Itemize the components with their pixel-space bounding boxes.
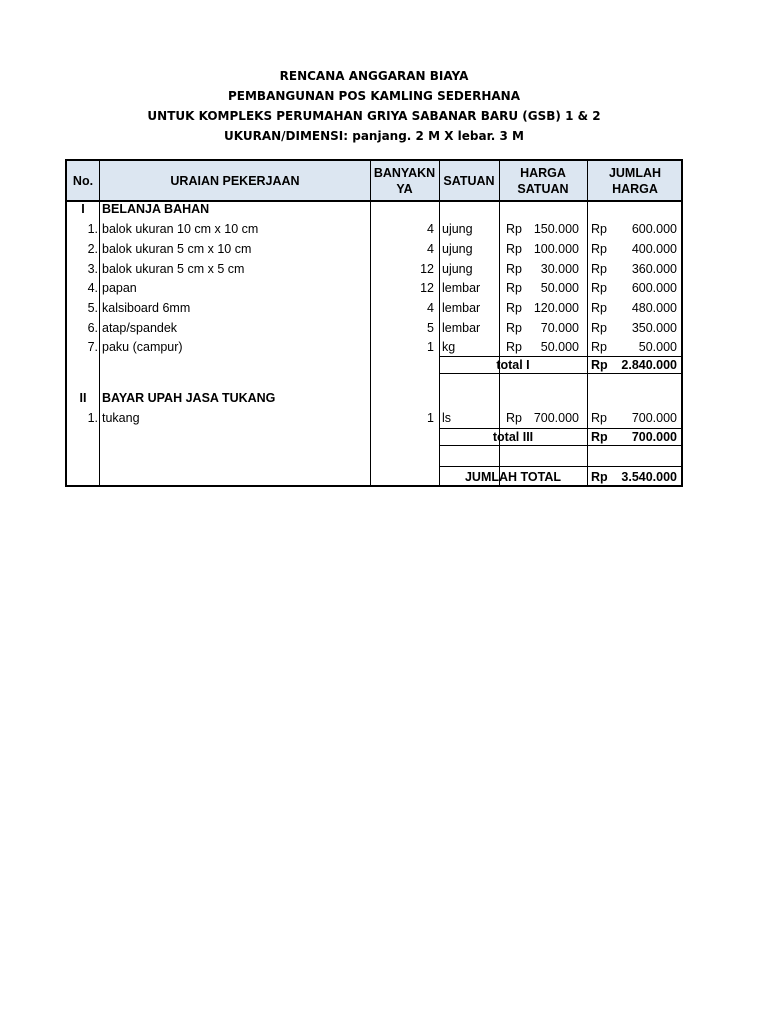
document-title-block [0,66,748,146]
row-total-currency: Rp [591,242,607,256]
row-price: 50.000 [540,340,579,354]
title-line-1: RENCANA ANGGARAN BIAYA [279,69,469,83]
row-price-currency: Rp [506,340,522,354]
row-qty: 4 [427,242,434,256]
row-no: 7. [87,340,98,354]
subtotal1-label: total I [496,358,530,372]
row-qty: 12 [420,262,434,276]
subtotal3-currency: Rp [591,430,608,444]
title-line-3: UNTUK KOMPLEKS PERUMAHAN GRIYA SABANAR BARU (GSB) 1 & 2 [147,109,601,123]
row-no: 1. [87,411,98,425]
row-no: 6. [87,321,98,335]
row-price: 50.000 [540,281,579,295]
header-banyak-2: YA [396,182,413,196]
row-unit: ls [442,411,452,425]
row-total-currency: Rp [591,340,607,354]
row-no: 4. [87,281,98,295]
budget-table [65,159,683,487]
row-desc: papan [102,281,137,295]
row-price-currency: Rp [506,262,522,276]
row-desc: balok ukuran 10 cm x 10 cm [102,222,259,236]
row-price: 120.000 [533,301,579,315]
row-unit: lembar [442,301,481,315]
row-total-currency: Rp [591,281,607,295]
grand-total-label: JUMLAH TOTAL [464,470,562,484]
row-desc: balok ukuran 5 cm x 5 cm [102,262,245,276]
row-price-currency: Rp [506,222,522,236]
grand-total-value: 3.540.000 [621,470,677,484]
row-qty: 1 [427,411,434,425]
section2-title: BAYAR UPAH JASA TUKANG [102,391,276,405]
row-total: 400.000 [631,242,677,256]
header-satuan: SATUAN [443,174,495,188]
row-unit: ujung [442,222,473,236]
row-qty: 1 [427,340,434,354]
row-price: 70.000 [540,321,579,335]
row-total-currency: Rp [591,321,607,335]
row-total: 600.000 [631,281,677,295]
row-price: 700.000 [533,411,579,425]
row-unit: lembar [442,281,481,295]
row-price: 150.000 [533,222,579,236]
row-desc: tukang [102,411,140,425]
row-no: 5. [87,301,98,315]
row-price-currency: Rp [506,411,522,425]
section2-no: II [79,391,87,405]
header-harga-1: HARGA [520,166,566,180]
header-banyak-1: BANYAKN [373,166,436,180]
row-price: 100.000 [533,242,579,256]
subtotal1-currency: Rp [591,358,608,372]
row-total: 480.000 [631,301,677,315]
row-price: 30.000 [540,262,579,276]
row-no: 3. [87,262,98,276]
row-qty: 5 [427,321,434,335]
header-jumlah-1: JUMLAH [608,166,662,180]
row-total-currency: Rp [591,411,607,425]
line-below-total3 [439,445,683,446]
row-total-currency: Rp [591,301,607,315]
section1-title: BELANJA BAHAN [102,202,210,216]
row-total-currency: Rp [591,222,607,236]
row-qty: 4 [427,222,434,236]
row-total: 350.000 [631,321,677,335]
row-price-currency: Rp [506,301,522,315]
row-no: 2. [87,242,98,256]
row-desc: balok ukuran 5 cm x 10 cm [102,242,252,256]
header-jumlah-2: HARGA [612,182,658,196]
row-qty: 4 [427,301,434,315]
row-unit: ujung [442,242,473,256]
header-no: No. [72,174,94,188]
row-price-currency: Rp [506,321,522,335]
col-divider-harga [587,161,588,485]
header-harga-2: SATUAN [517,182,569,196]
col-divider-no [99,161,100,485]
row-unit: kg [442,340,456,354]
row-price-currency: Rp [506,281,522,295]
row-price-currency: Rp [506,242,522,256]
title-line-2: PEMBANGUNAN POS KAMLING SEDERHANA [228,89,520,103]
row-total: 50.000 [638,340,677,354]
row-qty: 12 [420,281,434,295]
row-no: 1. [87,222,98,236]
title-line-4: UKURAN/DIMENSI: panjang. 2 M X lebar. 3 M [224,129,524,143]
section1-no: I [81,202,85,216]
subtotal1-value: 2.840.000 [621,358,677,372]
line-above-grand-total [439,466,683,467]
row-total-currency: Rp [591,262,607,276]
row-total: 360.000 [631,262,677,276]
row-desc: paku (campur) [102,340,183,354]
row-desc: atap/spandek [102,321,178,335]
line-below-total1 [439,373,683,374]
row-unit: ujung [442,262,473,276]
row-total: 700.000 [631,411,677,425]
grand-total-currency: Rp [591,470,608,484]
subtotal3-label: total III [492,430,534,444]
subtotal3-value: 700.000 [631,430,677,444]
row-total: 600.000 [631,222,677,236]
row-desc: kalsiboard 6mm [102,301,191,315]
header-uraian: URAIAN PEKERJAAN [170,174,300,188]
row-unit: lembar [442,321,481,335]
